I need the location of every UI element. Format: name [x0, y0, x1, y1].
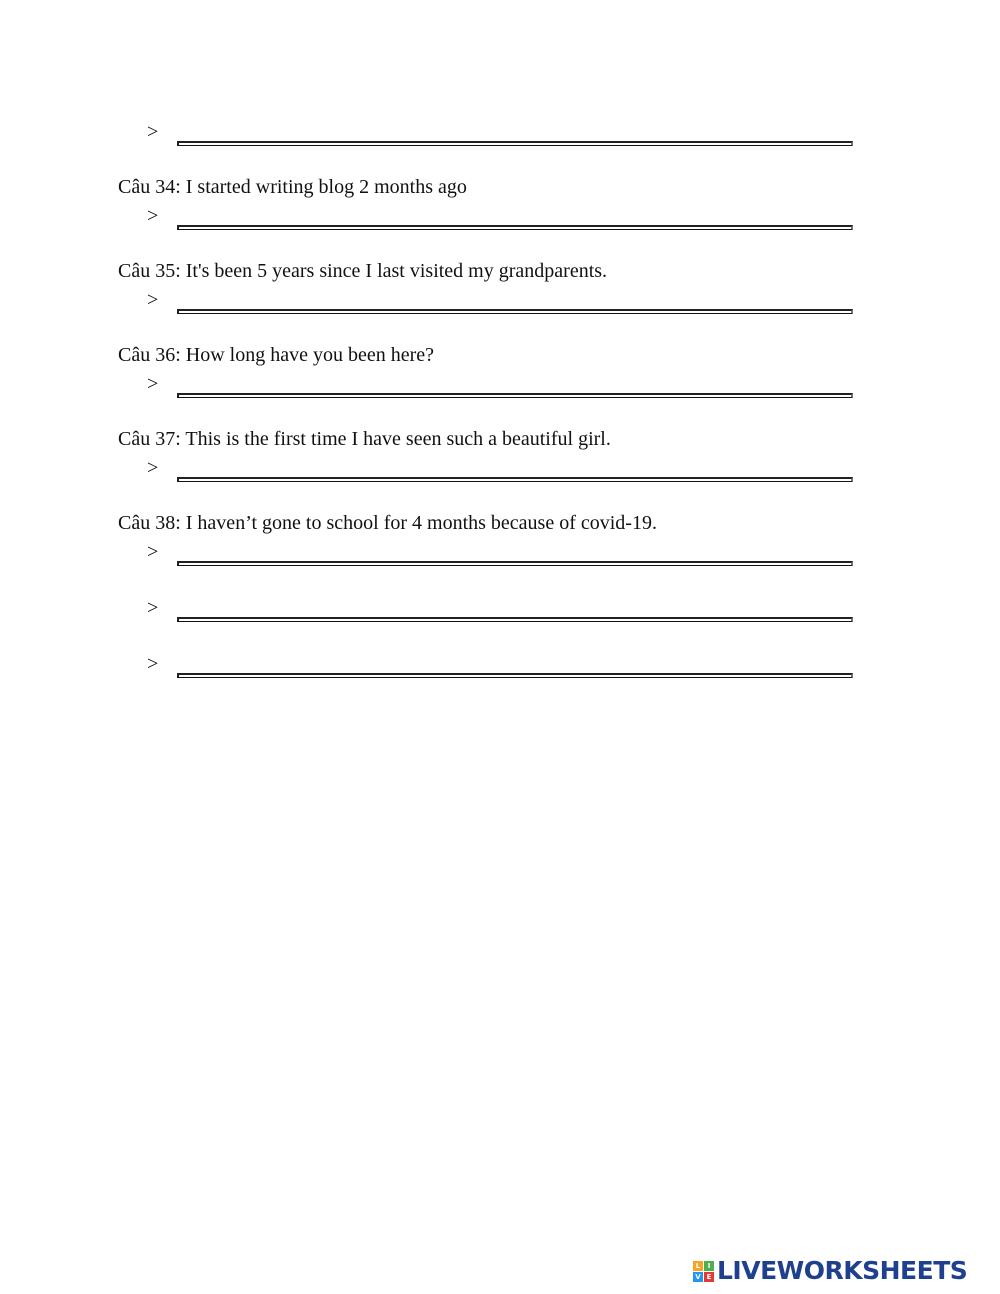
logo-badge-letter: I: [704, 1261, 714, 1271]
question-36: Câu 36: How long have you been here?: [118, 344, 435, 366]
logo-badge-letter: V: [693, 1272, 703, 1282]
question-34: Câu 34: I started writing blog 2 months ago: [118, 176, 467, 198]
question-38: Câu 38: I haven’t gone to school for 4 months because of covid-19.: [118, 512, 657, 534]
answer-arrow: >: [147, 597, 159, 619]
answer-row-38-1: [147, 540, 847, 566]
answer-arrow: >: [147, 121, 159, 143]
answer-row-35: [147, 288, 847, 314]
answer-input-38-3[interactable]: [177, 673, 853, 678]
logo-badge-letter: L: [693, 1261, 703, 1271]
answer-input-35[interactable]: [177, 309, 853, 314]
answer-input-34[interactable]: [177, 225, 853, 230]
answer-input-38-1[interactable]: [177, 561, 853, 566]
logo-badge-letter: E: [704, 1272, 714, 1282]
answer-row-36: [147, 372, 847, 398]
logo-text: LIVEWORKSHEETS: [717, 1256, 968, 1285]
question-35: Câu 35: It's been 5 years since I last visited my grandparents.: [118, 260, 608, 282]
answer-arrow: >: [147, 541, 159, 563]
answer-row-38-2: [147, 596, 847, 622]
answer-input-38-2[interactable]: [177, 617, 853, 622]
answer-arrow: >: [147, 457, 159, 479]
answer-row-previous: [147, 120, 847, 146]
answer-row-34: [147, 204, 847, 230]
question-37: Câu 37: This is the first time I have seen such a beautiful girl.: [118, 428, 611, 450]
answer-row-38-3: [147, 652, 847, 678]
answer-arrow: >: [147, 373, 159, 395]
liveworksheets-logo: [693, 1256, 967, 1286]
answer-arrow: >: [147, 205, 159, 227]
answer-input-37[interactable]: [177, 477, 853, 482]
answer-input-previous[interactable]: [177, 141, 853, 146]
answer-row-37: [147, 456, 847, 482]
answer-arrow: >: [147, 289, 159, 311]
answer-input-36[interactable]: [177, 393, 853, 398]
logo-badge-icon: [693, 1261, 714, 1282]
answer-arrow: >: [147, 653, 159, 675]
